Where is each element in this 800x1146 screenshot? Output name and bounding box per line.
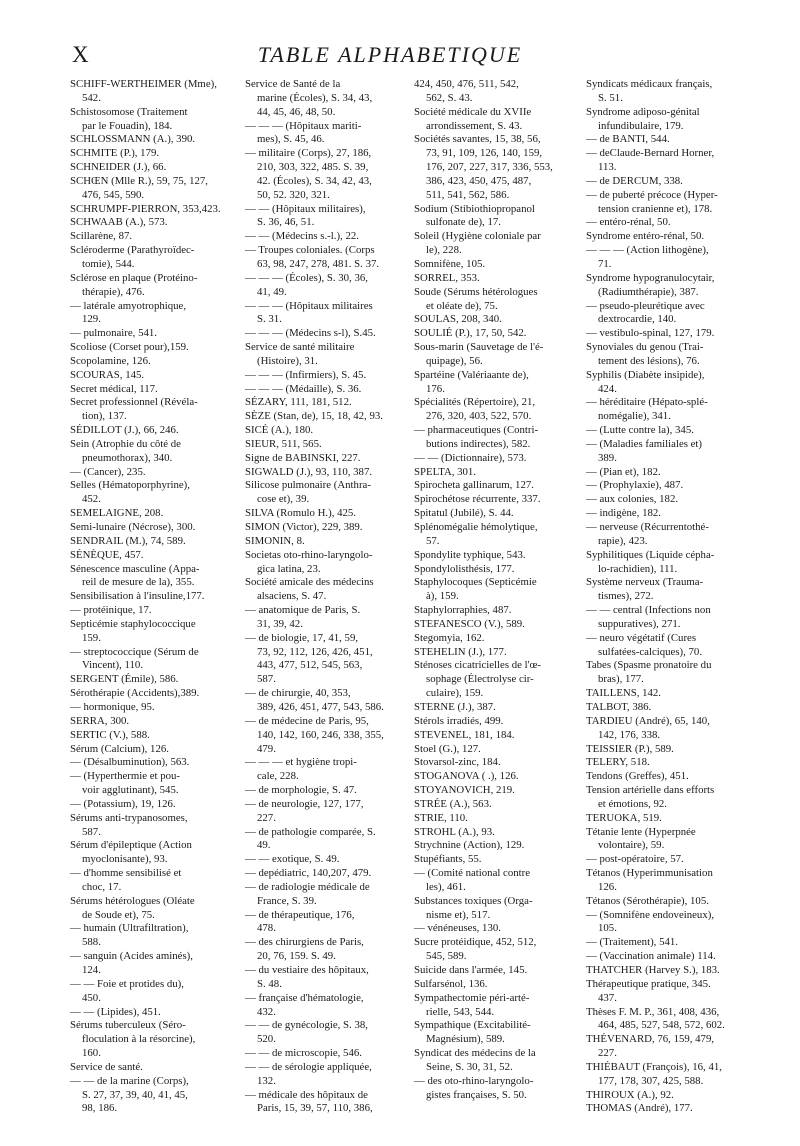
index-entry: — de chirurgie, 40, 353, 389, 426, 451, 477, 543, 586. [245,687,384,713]
index-entry: Spécialités (Répertoire), 21, 276, 320, 403, 522, 570. [414,396,536,423]
index-entry: Thèses F. M. P., 361, 408, 436, 464, 485, 527, 548, 572, 602. [586,1005,725,1032]
index-entry: SÉZARY, 111, 181, 512. [245,396,352,409]
index-entry: Tétanie lente (Hyperpnée volontaire), 59. [586,825,696,852]
index-entry: — de radiologie médicale de France, S. 39. [245,880,370,907]
index-entry: — — exotique, S. 49. [245,853,340,866]
index-entry: STERNE (J.), 387. [414,700,496,713]
index-entry: STEHELIN (J.), 177. [414,645,507,658]
index-entry: SEMELAIGNE, 208. [70,507,164,520]
index-entry: Stovarsol-zinc, 184. [414,756,501,769]
index-entry: — (Prophylaxie), 487. [586,479,684,492]
index-entry: Silicose pulmonaire (Anthra- cose et), 39. [245,479,371,506]
index-entry: Sérum d'épileptique (Action myoclonisante), 93. [70,839,192,866]
index-entry: — humain (Ultrafiltration), 588. [70,922,189,949]
index-entry: — anatomique de Paris, S. 31, 39, 42. [245,604,361,630]
index-entry: — — (Lipides), 451. [70,1005,161,1018]
index-entry: — — — (Médecins s-l), S.45. [245,327,376,340]
index-entry: Service de santé. [70,1060,143,1073]
index-entry: Sous-marin (Sauvetage de l'é- quipage), 56. [414,341,544,367]
index-entry: — de pathologie comparée, S. 49. [245,825,376,852]
index-entry: — pharmaceutiques (Contri- butions indirectes), 582. [414,424,539,450]
index-entry: THATCHER (Harvey S.), 183. [586,964,720,976]
index-entry: — de BANTI, 544. [586,133,670,146]
index-entry: THOMAS (André), 177. [586,1102,693,1115]
index-entry: Sucre protéidique, 452, 512, 545, 589. [414,936,537,963]
index-entry: — (Lutte contre la), 345. [586,424,694,437]
index-entry: SCHNEIDER (J.), 66. [70,161,167,174]
index-entry: Strychnine (Action), 129. [414,839,525,852]
index-entry: — nerveuse (Récurrentothé- rapie), 423. [586,521,709,547]
index-entry: SIEUR, 511, 565. [245,437,322,450]
index-entry: SIMON (Victor), 229, 389. [245,521,363,533]
index-entry: Stérols irradiés, 499. [414,714,504,727]
index-entry: — de puberté précoce (Hyper- tension cranienne et), 178. [586,188,718,215]
index-entry: Soude (Sérums hétérologues et oléate de), 75. [414,285,538,312]
index-entry: SIMONIN, 8. [245,534,305,547]
index-entry: STEVENEL, 181, 184. [414,728,515,741]
index-entry: Semi-lunaire (Nécrose), 300. [70,521,196,533]
index-entry: TALBOT, 386. [586,700,652,713]
index-entry: TAILLENS, 142. [586,687,662,700]
index-entry: Sympathique (Excitabilité- Magnésium), 589. [414,1019,531,1046]
index-entry: — de morphologie, S. 47. [245,784,357,797]
index-entry: SILVA (Romulo H.), 425. [245,507,356,520]
index-entry: Sensibilisation à l'insuline,177. [70,590,205,603]
index-entry: — streptococcique (Sérum de Vincent), 110. [70,645,199,672]
index-entry: — — — (Écoles), S. 30, 36, 41, 49. [245,271,368,298]
index-entry: — (Maladies familiales et) 389. [586,437,703,464]
index-entry: Sénescence masculine (Appa- reil de mesure de la), 355. [70,562,200,589]
index-entry: SENDRAIL (M.), 74, 589. [70,534,186,547]
index-entry: — médicale des hôpitaux de Paris, 15, 39, 57, 110, 386, [245,1088,373,1115]
index-entry: Tendons (Greffes), 451. [586,770,689,783]
index-entry: TARDIEU (André), 65, 140, 142, 176, 338. [586,714,710,741]
index-entry: Spirochétose récurrente, 337. [414,493,541,506]
index-entry: Service de Santé de la marine (Écoles), S. 34, 43, 44, 45, 46, 48, 50. [245,78,373,118]
index-entry: Scléroderme (Parathyroïdec- tomie), 544. [70,244,195,270]
index-entry: — indigène, 182. [586,507,661,520]
index-entry: STEFANESCO (V.), 589. [414,617,525,630]
index-entry: — latérale amyotrophique, 129. [70,299,187,326]
index-entry: SICÉ (A.), 180. [245,424,314,437]
index-entry: — — — (Action lithogène), 71. [586,244,709,270]
index-entry: Splénomégalie hémolytique, 57. [414,521,538,547]
index-entry: TELERY, 518. [586,756,650,769]
index-entry: Sodium (Stibiothiopropanol sulfonate de), 17. [414,202,535,229]
index-entry: — deClaude-Bernard Horner, 113. [586,147,715,174]
index-entry: — (Désalbuminution), 563. [70,756,190,769]
index-entry: SOULIÉ (P.), 17, 50, 542. [414,327,527,340]
index-entry: — (Somnifène endoveineux), 105. [586,908,715,935]
index-entry: — militaire (Corps), 27, 186, 210, 303, 322, 485. S. 39, 42. (Écoles), S. 34, 42, 43, 50, 52. 320, 321. [245,147,372,201]
index-entry: SCHIFF-WERTHEIMER (Mme), 542. [70,78,217,104]
index-entry: — — (Médecins s.-l.), 22. [245,230,359,243]
index-entry: Scoliose (Corset pour),159. [70,341,189,354]
index-entry: Spondylite typhique, 543. [414,548,526,561]
index-entry: Sérums anti-trypanosomes, 587. [70,811,188,838]
index-entry: Spitatul (Jubilé), S. 44. [414,507,514,520]
index-entry: — hormonique, 95. [70,700,155,713]
index-entry: Signe de BABINSKI, 227. [245,451,361,464]
index-entry: — de thérapeutique, 176, 478. [245,908,355,935]
index-entry: Spartéine (Valériaante de), 176. [414,368,529,395]
index-entry: Secret médical, 117. [70,382,158,395]
index-entry: — de biologie, 17, 41, 59, 73, 92, 112, 126, 426, 451, 443, 477, 512, 545, 563, 587. [245,631,373,686]
index-entry: — (Potassium), 19, 126. [70,797,176,810]
page-title: TABLE ALPHABETIQUE [257,42,523,67]
index-entry: Societas oto-rhino-laryngolo- gica latina, 23. [245,548,373,575]
index-entry: Sclérose en plaque (Protéino- thérapie), 476. [70,271,198,298]
index-entry: TERUOKA, 519. [586,811,662,824]
index-column-2 [245,78,409,1116]
index-entry: SPELTA, 301. [414,465,477,478]
index-entry: SCHWAAB (A.), 573. [70,216,168,229]
index-entry: — de médecine de Paris, 95, 140, 142, 160, 246, 338, 355, 479. [245,714,384,755]
index-entry: — (Pian et), 182. [586,465,661,478]
index-entry: Staphylocoques (Septicémie à), 159. [414,576,537,603]
index-entry: SCHMITE (P.), 179. [70,147,160,160]
index-entry: Syndrome hypogranulocytair, (Radiumthérapie), 387. [586,271,715,298]
index-entry: — vénéneuses, 130. [414,922,501,935]
index-entry: Scillarène, 87. [70,230,133,243]
index-entry: Thérapeutique pratique, 345. 437. [586,977,711,1004]
index-entry: — entéro-rénal, 50. [586,216,671,229]
index-entry: — — — (Hôpitaux mariti- mes), S. 45, 46. [245,119,362,146]
index-entry: Sérums tuberculeux (Séro- floculation à la résorcine), 160. [70,1019,196,1060]
index-entry: Syndrome adiposo-génital infundibulaire, 179. [586,105,700,132]
index-entry: SERGENT (Émile), 586. [70,673,179,686]
index-entry: — du vestiaire des hôpitaux, S. 48. [245,964,369,990]
index-entry: — — de la marine (Corps), S. 27, 37, 39, 40, 41, 45, 98, 186. [70,1074,189,1115]
index-entry: Service de santé militaire (Histoire), 31. [245,341,355,367]
index-entry: Somnifène, 105. [414,257,486,270]
index-entry: Syphilitiques (Liquide cépha- lo-rachidien), 111. [586,548,715,575]
index-entry: — (Vaccination animale) 114. [586,950,716,963]
page-header [72,42,708,72]
index-entry: Sociétés savantes, 15, 38, 56, 73, 91, 109, 126, 140, 159, 176, 207, 227, 317, 336, 553, 386, 423, 450, 475, 487, 511, 541, 562, 586. [414,133,553,201]
index-entry: STRÉE (A.), 563. [414,797,492,810]
index-entry: — — — et hygiène tropi- cale, 228. [245,756,357,783]
index-entry: Société médicale du XVIIe arrondissement, S. 43. [414,105,532,132]
index-entry: Spirocheta gallinarum, 127. [414,479,534,492]
index-entry: Scopolamine, 126. [70,354,151,367]
index-entry: — — de microscopie, 546. [245,1047,362,1060]
index-entry: Sérum (Calcium), 126. [70,742,169,755]
page-number: X [72,42,89,67]
index-entry: SCHRUMPF-PIERRON, 353,423. [70,202,221,215]
index-entry: STOYANOVICH, 219. [414,784,515,797]
index-entry: — — de sérologie appliquée, 132. [245,1060,372,1087]
index-entry: — — (Hôpitaux militaires), S. 36, 46, 51. [245,202,366,229]
index-entry: Sérums hétérologues (Oléate de Soude et), 75. [70,894,195,921]
index-entry: — sanguin (Acides aminés), 124. [70,950,193,976]
index-entry: — pseudo-pleurétique avec dextrocardie, 140. [586,299,705,326]
index-entry: Spondylolisthésis, 177. [414,562,515,575]
index-entry: THÉVENARD, 76, 159, 479, 227. [586,1033,715,1060]
index-entry: — post-opératoire, 57. [586,853,684,866]
index-entry: THIÉBAUT (François), 16, 41, 177, 178, 307, 425, 588. [586,1060,722,1087]
index-entry: Sulfarsénol, 136. [414,977,488,990]
index-entry: Tétanos (Sérothérapie), 105. [586,894,709,907]
index-entry: — française d'hématologie, 432. [245,991,364,1018]
index-entry: Syndrome entéro-rénal, 50. [586,230,705,243]
index-entry: Syphilis (Diabète insipide), 424. [586,368,705,395]
index-entry: — (Comité national contre les), 461. [414,867,531,893]
index-column-3 [414,78,579,1102]
index-entry: SIGWALD (J.), 93, 110, 387. [245,465,373,478]
index-entry: SCHLOSSMANN (A.), 390. [70,133,196,146]
index-entry: Tension artérielle dans efforts et émotions, 92. [586,784,715,810]
index-entry: — (Hyperthermie et pou- voir agglutinant), 545. [70,770,181,797]
index-column-1 [70,78,236,1116]
index-entry: — (Cancer), 235. [70,465,146,478]
index-entry: — héréditaire (Hépato-splé- nomégalie), 341. [586,396,708,423]
index-entry: 424, 450, 476, 511, 542, 562, S. 43. [414,78,519,104]
index-entry: — — — (Hôpitaux militaires S. 31. [245,299,373,326]
index-entry: SCHŒN (Mlle R.), 59, 75, 127, 476, 545, 590. [70,174,208,201]
index-entry: SERRA, 300. [70,714,130,727]
index-column-4 [586,78,741,1116]
index-entry: SÈZE (Stan, de), 15, 18, 42, 93. [245,410,383,423]
index-entry: SÉDILLOT (J.), 66, 246. [70,424,179,437]
index-entry: Suicide dans l'armée, 145. [414,964,528,976]
index-entry: Tabes (Spasme pronatoire du bras), 177. [586,659,712,686]
index-entry: — des chirurgiens de Paris, 20, 76, 159. S. 49. [245,936,364,963]
index-entry: Schistosomose (Traitement par le Fouadin), 184. [70,105,188,132]
index-entry: Staphylorraphies, 487. [414,604,512,617]
index-entry: Secret professionnel (Révéla- tion), 137. [70,396,198,423]
index-entry: — — de gynécologie, S. 38, 520. [245,1019,368,1046]
index-entry: Septicémie staphylococcique 159. [70,617,196,644]
index-entry: STRIE, 110. [414,811,468,824]
index-entry: Syndicats médicaux français, S. 51. [586,78,713,104]
index-entry: Société amicale des médecins alsaciens, S. 47. [245,576,374,603]
index-entry: — Troupes coloniales. (Corps 63, 98, 247, 278, 481. S. 37. [245,244,380,270]
index-entry: Sympathectomie péri-arté- rielle, 543, 544. [414,991,530,1018]
index-entry: — — Foie et protides du), 450. [70,977,184,1004]
index-entry: Système nerveux (Trauma- tismes), 272. [586,576,704,603]
index-entry: STROHL (A.), 93. [414,825,495,838]
index-entry: Stupéfiants, 55. [414,853,482,866]
index-entry: — des oto-rhino-laryngolo- gistes françaises, S. 50. [414,1074,534,1101]
index-entry: — neuro végétatif (Cures sulfatées-calciques), 70. [586,631,703,658]
index-entry: Sein (Atrophie du côté de pneumothorax), 340. [70,437,181,464]
index-entry: Sténoses cicatricielles de l'œ- sophage (Électrolyse cir- culaire), 159. [414,659,541,700]
index-entry: — aux colonies, 182. [586,493,679,506]
index-entry: — de DERCUM, 338. [586,174,683,187]
index-entry: — — central (Infections non suppuratives), 271. [586,604,711,630]
index-entry: — — — (Infirmiers), S. 45. [245,368,367,381]
index-entry: Syndicat des médecins de la Seine, S. 30, 31, 52. [414,1047,536,1073]
index-entry: SORREL, 353. [414,271,480,284]
index-entry: SOULAS, 208, 340. [414,313,502,326]
index-entry: SERTIC (V.), 588. [70,728,150,741]
index-entry: SCOURAS, 145. [70,368,145,381]
index-entry: STOGANOVA ( .), 126. [414,770,519,783]
index-entry: Soleil (Hygiène coloniale par le), 228. [414,230,541,257]
index-entry: Stegomyia, 162. [414,631,485,644]
index-entry: Tétanos (Hyperimmunisation 126. [586,867,713,893]
index-entry: — (Traitement), 541. [586,936,678,949]
index-entry: Sérothérapie (Accidents),389. [70,687,200,700]
index-entry: — protéinique, 17. [70,604,152,617]
index-entry: SÉNÈQUE, 457. [70,548,144,561]
index-entry: — pulmonaire, 541. [70,327,157,340]
index-entry: Selles (Hématoporphyrine), 452. [70,479,190,506]
index-entry: — — (Dictionnaire), 573. [414,451,527,464]
index-entry: Substances toxiques (Orga- nisme et), 517. [414,894,533,921]
index-entry: THIROUX (A.), 92. [586,1088,674,1101]
index-entry: TEISSIER (P.), 589. [586,742,674,755]
index-entry: — d'homme sensibilisé et choc, 17. [70,867,182,893]
index-entry: — — — (Médaille), S. 36. [245,382,362,395]
index-entry: — de neurologie, 127, 177, 227. [245,797,364,824]
index-entry: Synoviales du genou (Trai- tement des lésions), 76. [586,341,704,367]
index-entry: Stoel (G.), 127. [414,742,481,755]
index-entry: — depédiatric, 140,207, 479. [245,867,372,880]
index-entry: — vestibulo-spinal, 127, 179. [586,327,715,340]
